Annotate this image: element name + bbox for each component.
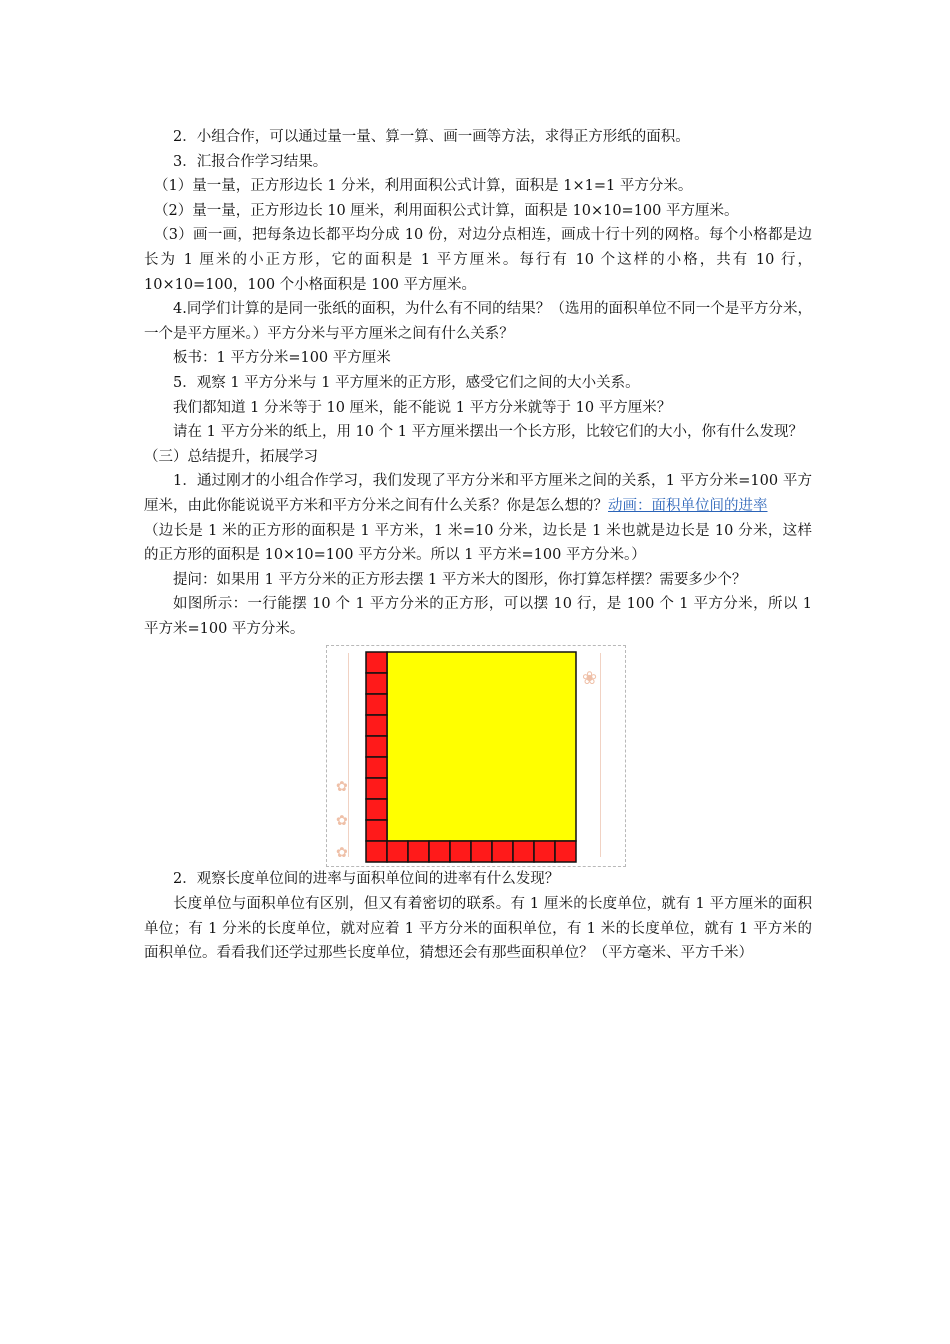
small-square: [366, 715, 387, 736]
small-square: [366, 778, 387, 799]
decorative-stamp-icon: ✿: [336, 813, 348, 830]
paragraph: 请在 1 平方分米的纸上，用 10 个 1 平方厘米摆出一个长方形，比较它们的大小，你有什么发现？: [173, 424, 804, 441]
decorative-stamp-icon: ✿: [336, 779, 348, 796]
paragraph: 长度单位与面积单位有区别，但又有着密切的联系。有 1 厘米的长度单位，就有 1 平方厘米的面积单位；有 1 分米的长度单位，就对应着 1 平方分米的面积单位，有 1 米的长度单位，就有 1 平方米的面积单位。看看我们还学过那些长度单位，猜想还会有那些面积单位？（平方毫米、平方千米）: [144, 896, 812, 962]
paragraph: （1）量一量，正方形边长 1 分米，利用面积公式计算，面积是 1×1=1 平方分米。: [154, 178, 693, 195]
paragraph: 4.同学们计算的是同一张纸的面积，为什么有不同的结果？（选用的面积单位不同一个是平方分米，一个是平方厘米。）平方分米与平方厘米之间有什么关系？: [144, 301, 812, 342]
small-square: [513, 841, 534, 862]
small-square: [471, 841, 492, 862]
decorative-stamp-icon: ✿: [336, 845, 348, 862]
paragraph: 2．小组合作，可以通过量一量、算一算、画一画等方法，求得正方形纸的面积。: [173, 129, 690, 145]
paragraph-text: 1．通过刚才的小组合作学习，我们发现了平方分米和平方厘米之间的关系，1 平方分米=100 平方厘米，由此你能说说平方米和平方分米之间有什么关系？你是怎么想的？: [144, 473, 812, 514]
paragraph: 板书：1 平方分米=100 平方厘米: [173, 350, 391, 367]
square-meter-figure: [326, 645, 626, 867]
small-square: [366, 736, 387, 757]
paragraph: 3．汇报合作学习结果。: [173, 153, 328, 170]
paragraph: （3）画一画，把每条边长都平均分成 10 份，对边分点相连，画成十行十列的网格。每个小格都是边长为 1 厘米的小正方形，它的面积是 1 平方厘米。每行有 10 个这样的小格，共有 10 行，10×10=100，100 个小格面积是 100 平方厘米。: [144, 227, 812, 293]
decorative-stamp-icon: ❀: [582, 668, 598, 690]
small-square: [492, 841, 513, 862]
decorative-line: [348, 653, 349, 857]
section-heading: （三）总结提升，拓展学习: [144, 448, 318, 465]
paragraph: 提问：如果用 1 平方分米的正方形去摆 1 平方米大的图形，你打算怎样摆？需要多少个？: [173, 571, 747, 588]
small-square: [450, 841, 471, 862]
small-square: [366, 694, 387, 715]
paragraph-with-link: [144, 469, 812, 518]
paragraph: 5．观察 1 平方分米与 1 平方厘米的正方形，感受它们之间的大小关系。: [173, 374, 640, 391]
big-square: [387, 652, 576, 841]
small-square: [366, 799, 387, 820]
document-page: [144, 125, 812, 966]
small-square: [555, 841, 576, 862]
decorative-line: [600, 653, 601, 857]
small-square: [534, 841, 555, 862]
animation-link[interactable]: 动画：面积单位间的进率: [608, 497, 768, 514]
square-grid-diagram: [365, 651, 579, 863]
small-square: [366, 757, 387, 778]
small-square: [366, 841, 387, 862]
small-square: [408, 841, 429, 862]
small-square: [366, 652, 387, 673]
paragraph: （边长是 1 米的正方形的面积是 1 平方米，1 米=10 分米，边长是 1 米也就是边长是 10 分米，这样的正方形的面积是 10×10=100 平方分米。所以 1 平方米=100 平方分米。）: [144, 522, 812, 564]
small-square: [366, 673, 387, 694]
small-square: [429, 841, 450, 862]
paragraph: 如图所示：一行能摆 10 个 1 平方分米的正方形，可以摆 10 行，是 100 个 1 平方分米，所以 1 平方米=100 平方分米。: [144, 596, 812, 637]
paragraph: 2．观察长度单位间的进率与面积单位间的进率有什么发现？: [173, 871, 560, 888]
small-square: [387, 841, 408, 862]
small-square: [366, 820, 387, 841]
paragraph: （2）量一量，正方形边长 10 厘米，利用面积公式计算，面积是 10×10=100 平方厘米。: [154, 202, 739, 219]
paragraph: 我们都知道 1 分米等于 10 厘米，能不能说 1 平方分米就等于 10 平方厘米？: [173, 399, 672, 416]
